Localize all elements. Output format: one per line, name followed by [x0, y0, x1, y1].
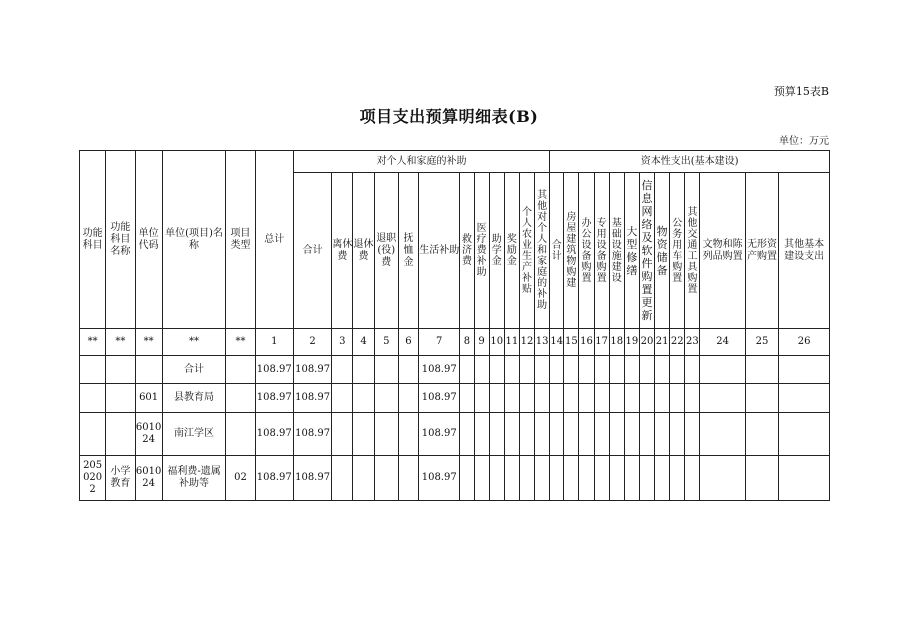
index-cell: 22 [670, 329, 685, 356]
header-other-vehicle-text: 其他交通工具购置 [687, 206, 698, 295]
cell-project-type [226, 413, 255, 456]
index-cell: 18 [609, 329, 624, 356]
cell-project-type: 02 [226, 456, 255, 501]
index-cell: 5 [374, 329, 398, 356]
header-scholarship-text: 助学金 [491, 234, 502, 267]
header-infrastructure-text: 基础设施建设 [611, 217, 622, 284]
cell-func-code [80, 356, 106, 384]
index-cell: 13 [535, 329, 550, 356]
cell-func-name [106, 384, 135, 413]
cell-project-type [226, 356, 255, 384]
header-scholarship [489, 173, 504, 329]
header-farm-subsidy-text: 个人农业生产补贴 [521, 206, 532, 295]
cell-unit-name: 县教育局 [162, 384, 226, 413]
header-living-subsidy: 生活补助 [419, 173, 460, 329]
index-cell: 15 [564, 329, 579, 356]
cell-func-code: 2050202 [80, 456, 106, 501]
index-cell: 14 [550, 329, 564, 356]
index-cell: 10 [489, 329, 504, 356]
index-row [80, 329, 830, 356]
cell-func-name [106, 356, 135, 384]
unit-label: 单位：万元 [779, 136, 829, 147]
index-cell: 1 [255, 329, 293, 356]
header-project-type: 项目类型 [226, 151, 255, 329]
cell-unit-name: 南江学区 [162, 413, 226, 456]
index-cell: 11 [504, 329, 519, 356]
cell-unit-name: 福利费-遗属补助等 [162, 456, 226, 501]
index-cell: 12 [519, 329, 534, 356]
header-unit-code: 单位代码 [135, 151, 162, 329]
index-cell: 4 [353, 329, 374, 356]
table-row [80, 384, 830, 413]
header-other-personal-text: 其他对个人和家庭的补助 [537, 190, 548, 311]
header-personal-subtotal: 合计 [293, 173, 331, 329]
header-building-text: 房屋建筑物购建 [566, 212, 577, 289]
header-medical-subsidy [474, 173, 489, 329]
cell-total: 108.97 [255, 413, 293, 456]
cell-living-subsidy: 108.97 [419, 456, 460, 501]
header-farm-subsidy [519, 173, 534, 329]
cell-total: 108.97 [255, 456, 293, 501]
index-cell: 3 [332, 329, 353, 356]
cell-personal-subtotal: 108.97 [293, 384, 331, 413]
table-row [80, 456, 830, 501]
header-award [504, 173, 519, 329]
index-cell: 24 [700, 329, 745, 356]
cell-living-subsidy: 108.97 [419, 356, 460, 384]
index-cell: 16 [579, 329, 594, 356]
index-cell: ** [80, 329, 106, 356]
table-row [80, 413, 830, 456]
header-infrastructure [609, 173, 624, 329]
header-office-equipment-text: 办公设备购置 [581, 217, 592, 284]
header-other-vehicle [685, 173, 700, 329]
header-material-reserve-text: 物资储备 [656, 224, 668, 277]
cell-func-code [80, 413, 106, 456]
header-award-text: 奖励金 [506, 234, 517, 267]
cell-unit-name: 合计 [162, 356, 226, 384]
header-relief-fee [460, 173, 474, 329]
index-cell: 8 [460, 329, 474, 356]
header-retirement-fee: 离休费 [332, 173, 353, 329]
header-other-construction: 其他基本建设支出 [779, 173, 830, 329]
table-row [80, 356, 830, 384]
cell-living-subsidy: 108.97 [419, 413, 460, 456]
header-capital-subtotal-text: 合计 [551, 239, 562, 262]
cell-personal-subtotal: 108.97 [293, 356, 331, 384]
table-id: 预算15表B [773, 85, 829, 98]
cell-total: 108.97 [255, 356, 293, 384]
index-cell: 17 [594, 329, 609, 356]
header-special-equipment-text: 专用设备购置 [596, 217, 607, 284]
header-official-vehicle [670, 173, 685, 329]
header-func-name: 功能科目名称 [106, 151, 135, 329]
index-cell: 21 [655, 329, 670, 356]
header-office-equipment [579, 173, 594, 329]
header-group-personal: 对个人和家庭的补助 [293, 151, 549, 173]
header-pension-fee: 退休费 [353, 173, 374, 329]
header-major-repair-text: 大型修缮 [626, 224, 638, 277]
cell-unit-code: 601024 [135, 456, 162, 501]
header-medical-subsidy-text: 医疗费补助 [476, 223, 487, 278]
cell-func-code [80, 384, 106, 413]
header-unit-name: 单位(项目)名称 [162, 151, 226, 329]
cell-unit-code: 601 [135, 384, 162, 413]
index-cell: ** [226, 329, 255, 356]
page-title: 项目支出预算明细表(B) [359, 107, 539, 126]
cell-func-name [106, 413, 135, 456]
index-cell: ** [106, 329, 135, 356]
index-cell: 20 [639, 329, 654, 356]
header-special-equipment [594, 173, 609, 329]
header-it-software [639, 173, 654, 329]
header-capital-subtotal [550, 173, 564, 329]
budget-table [79, 150, 830, 501]
header-other-personal [535, 173, 550, 329]
header-group-capital: 资本性支出(基本建设) [550, 151, 830, 173]
header-building [564, 173, 579, 329]
index-cell: 2 [293, 329, 331, 356]
header-severance-fee: 退职(役)费 [374, 173, 398, 329]
header-compensation: 抚恤金 [398, 173, 418, 329]
header-intangible-assets: 无形资产购置 [745, 173, 778, 329]
index-cell: 7 [419, 329, 460, 356]
index-cell: 19 [624, 329, 639, 356]
cell-living-subsidy: 108.97 [419, 384, 460, 413]
index-cell: 9 [474, 329, 489, 356]
cell-unit-code [135, 356, 162, 384]
cell-func-name: 小学教育 [106, 456, 135, 501]
index-cell: ** [135, 329, 162, 356]
index-cell: 6 [398, 329, 418, 356]
cell-total: 108.97 [255, 384, 293, 413]
header-cultural-relics: 文物和陈列品购置 [700, 173, 745, 329]
header-material-reserve [655, 173, 670, 329]
header-total: 总计 [255, 151, 293, 329]
index-cell: ** [162, 329, 226, 356]
cell-personal-subtotal: 108.97 [293, 413, 331, 456]
index-cell: 26 [779, 329, 830, 356]
index-cell: 25 [745, 329, 778, 356]
header-major-repair [624, 173, 639, 329]
header-official-vehicle-text: 公务用车购置 [672, 217, 683, 284]
cell-unit-code: 601024 [135, 413, 162, 456]
cell-project-type [226, 384, 255, 413]
index-cell: 23 [685, 329, 700, 356]
header-func-code: 功能科目 [80, 151, 106, 329]
cell-personal-subtotal: 108.97 [293, 456, 331, 501]
header-it-software-text: 信息网络及软件购置更新 [641, 179, 653, 322]
header-relief-fee-text: 救济费 [461, 234, 472, 267]
